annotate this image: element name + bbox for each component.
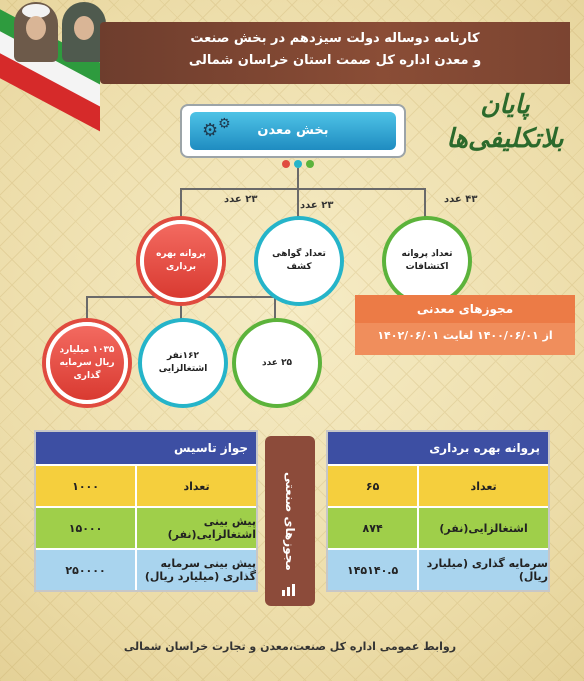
portrait-cleric <box>14 2 58 62</box>
mining-sector-box <box>180 104 406 158</box>
count-right: ۴۳ عدد <box>444 194 478 205</box>
count-middle: ۲۳ عدد <box>300 200 334 211</box>
footer-text: روابط عمومی اداره کل صنعت،معدن و تجارت خراسان شمالی <box>123 640 457 653</box>
industrial-permits-band: مجوزهای صنعتی <box>265 436 315 606</box>
mineral-permits-dates: از ۱۴۰۰/۰۶/۰۱ لغایت ۱۴۰۲/۰۶/۰۱ <box>377 329 553 342</box>
gear-icon: ⚙ <box>202 120 219 141</box>
connector-line <box>274 296 276 322</box>
circle-exploration-license: تعداد پروانه اکتشافات <box>386 220 468 302</box>
connector-dot-red <box>282 160 290 168</box>
circle-employment: ۱۶۲نفر اشتغالزایی <box>142 322 224 404</box>
connector-line <box>424 188 426 222</box>
table-row: اشتغالزایی(نفر) ۸۷۴ <box>328 506 548 548</box>
table-row: سرمایه گذاری (میلیارد ریال) ۱۴۵۱۴۰.۵ <box>328 548 548 590</box>
mineral-permits-box <box>355 295 575 355</box>
circle-count: ۲۵ عدد <box>236 322 318 404</box>
connector-line <box>297 168 299 188</box>
slogan <box>440 88 570 156</box>
mining-sector-label: بخش معدن <box>257 123 329 138</box>
header-banner <box>100 22 570 84</box>
slogan-line1: پایان <box>480 90 530 120</box>
mineral-permits-title: مجوزهای معدنی <box>355 295 575 323</box>
circle-exploitation-permit: پروانه بهره برداری <box>140 220 222 302</box>
connector-line <box>180 188 424 190</box>
table-establishment-license <box>34 430 258 592</box>
circle-discovery-certificate: تعداد گواهی کشف <box>258 220 340 302</box>
table-row: تعداد ۱۰۰۰ <box>36 464 256 506</box>
table-row: پیش بینی اشتغالزایی(نفر) ۱۵۰۰۰ <box>36 506 256 548</box>
connector-line <box>180 188 182 222</box>
connector-line <box>86 296 88 322</box>
connector-dot-green <box>306 160 314 168</box>
header-line1: کارنامه دوساله دولت سیزدهم در بخش صنعت <box>190 31 480 46</box>
table-row: تعداد ۶۵ <box>328 464 548 506</box>
count-left: ۲۳ عدد <box>224 194 258 205</box>
table-header: جواز تاسیس <box>36 432 256 464</box>
table-row: پیش بینی سرمایه گذاری (میلیارد ریال) ۲۵۰۰۰۰ <box>36 548 256 590</box>
gear-icon: ⚙ <box>218 116 231 132</box>
circle-investment: ۱۰۳۵ میلیارد ریال سرمایه گذاری <box>46 322 128 404</box>
chart-icon <box>281 582 299 596</box>
table-exploitation-permit <box>326 430 550 592</box>
header-line2: و معدن اداره کل صمت استان خراسان شمالی <box>188 53 482 68</box>
slogan-line2: بلاتکلیفی‌ها <box>446 124 564 154</box>
table-header: پروانه بهره برداری <box>328 432 548 464</box>
connector-line <box>297 188 299 222</box>
connector-dot-teal <box>294 160 302 168</box>
